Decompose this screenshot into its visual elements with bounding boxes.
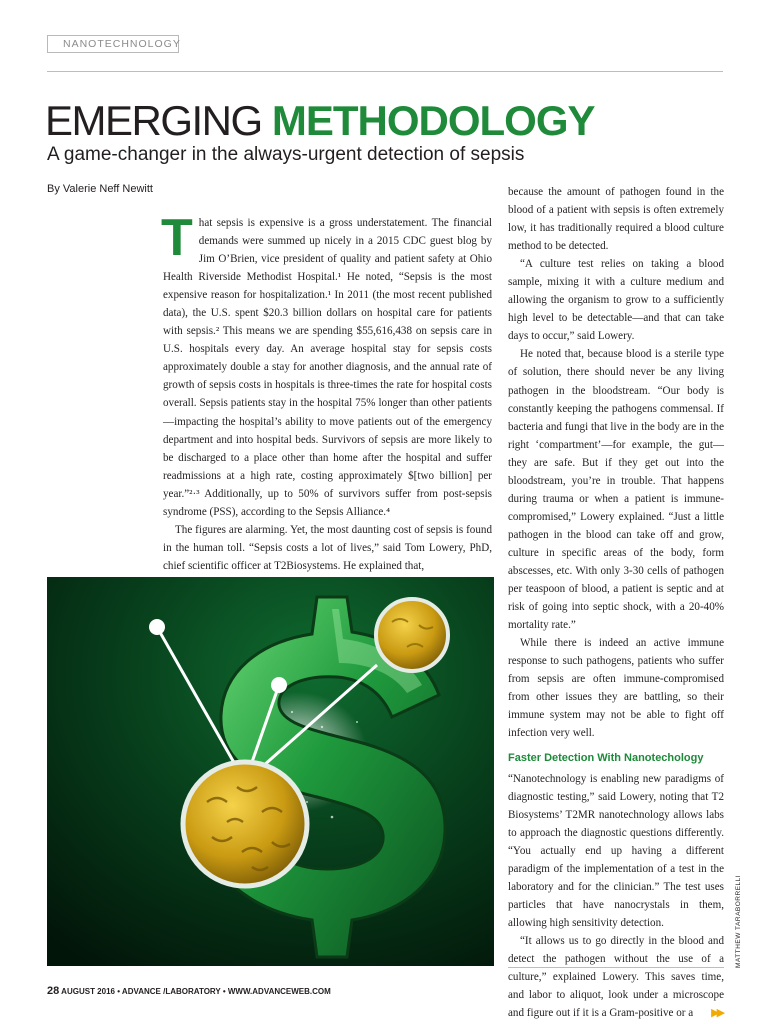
- photo-credit: MATTHEW TARABORRELLI: [735, 874, 742, 968]
- paragraph-text: hat sepsis is expensive is a gross understatement. The financial demands were summed up nicely in a 2015 CDC guest blog by Jim O’Brien, vice president of quality and patient safety at Ohio Health Riverside Methodist Hospital.¹ He noted, “Sepsis is the most expensive reason for hospitalization.¹ In 2011 (the most recent published data), the U.S. spent $20.3 billion dollars on hospital care for patients with sepsis.² This means we are spending $55,616,438 on sepsis care in U.S. hospitals every day. An average hospital stay for sepsis costs approximately double a stay for another diagnosis, and the annual rate of growth of sepsis costs in hospitals is three-times the rate for hospital costs overall. Sepsis patients stay in the hospital 75% longer than other patients—impacting the hospital’s ability to move patients out of the emergency department and into hospital beds. Survivors of sepsis are more likely to be discharged to a place other than home after the hospital and suffer readmissions at a high rate, costing approximately $[two billion] per year.”²·³ Additionally, up to 50% of survivors suffer from post-sepsis syndrome (PSS), according to the Sepsis Alliance.⁴: [163, 217, 492, 518]
- double-chevron-right-icon: ▶▶: [711, 1006, 723, 1020]
- paragraph: because the amount of pathogen found in the blood of a patient with sepsis is often extremely low, it has traditionally required a blood culture method to be detected.: [508, 186, 724, 253]
- page-number: 28: [47, 985, 60, 997]
- paragraph-text: “It allows us to go directly in the blood and detect the pathogen without the use of a culture,” explained Lowery. This saves time, and labor to aliquot, look under a microscope and figure out if it is a Gram-positive or a: [508, 934, 724, 1020]
- paragraph: While there is indeed an active immune response to such pathogens, patients who suffer from sepsis are often immune-compromised from other issues they are battling, so their immune system may not be able to fight off infection very well.: [508, 637, 724, 740]
- paragraph: The figures are alarming. Yet, the most daunting cost of sepsis is found in the human toll. “Sepsis costs a lot of lives,” said Tom Lowery, PhD, chief scientific officer at T2Biosystems. He explained that,: [163, 523, 492, 572]
- connector-dot: [149, 619, 165, 635]
- headline-part1: EMERGING: [45, 97, 272, 144]
- magnified-cell-small: [376, 599, 448, 671]
- dollar-sign-illustration: [47, 577, 494, 966]
- section-tag: NANOTECHNOLOGY: [47, 35, 179, 53]
- folio: [47, 985, 331, 997]
- deck: A game-changer in the always-urgent detection of sepsis: [47, 144, 525, 165]
- paragraph: “Nanotechnology is enabling new paradigms of diagnostic testing,” said Lowery, noting that T2 Biosystems’ T2MR nanotechnology allows labs to approach the diagnostic questions differently. “You actually end up having a different paradigm of the implementation of a test in the laboratory and for the clinician.” The test uses particles that have nanocrystals in them, allowing high sensitivity detection.: [508, 772, 724, 929]
- drop-cap: T: [161, 209, 193, 267]
- top-rule: [47, 71, 723, 72]
- paragraph: [161, 209, 492, 521]
- folio-text: AUGUST 2016 • ADVANCE /LABORATORY • WWW.ADVANCEWEB.COM: [59, 987, 331, 996]
- article-column-left: [161, 209, 492, 575]
- byline: By Valerie Neff Newitt: [47, 183, 153, 195]
- headline: [45, 96, 595, 146]
- magnified-cell-large: [183, 762, 307, 886]
- paragraph: [508, 932, 724, 1022]
- article-column-right: [508, 183, 724, 1022]
- paragraph: He noted that, because blood is a sterile type of solution, there should never be any living pathogen in the bloodstream. “Our body is constantly keeping the pathogens commensal. If bacteria and fungi that live in the body are in the right ‘compartment’—for example, the gut—they are safe. But if they get out into the bloodstream, you’re in trouble. That happens during trauma or when a patient is immune-compromised,” Lowery explained. “Just a little pathogen in the blood can take off and grow, culture in specific areas of the body, form abscesses, etc. With only 3-30 cells of pathogen per teaspoon of blood, a patient is septic and at risk of going into septic shock, with a 20-40% mortality rate.”: [508, 348, 724, 632]
- connector-dot: [271, 677, 287, 693]
- paragraph: “A culture test relies on taking a blood sample, mixing it with a culture medium and allowing the organism to grow to a sufficiently high level to be detectable—and that can take days to occur,” said Lowery.: [508, 258, 724, 343]
- subhead: Faster Detection With Nanotechology: [508, 752, 704, 765]
- bottom-rule: [508, 967, 724, 968]
- headline-accent: METHODOLOGY: [271, 97, 595, 144]
